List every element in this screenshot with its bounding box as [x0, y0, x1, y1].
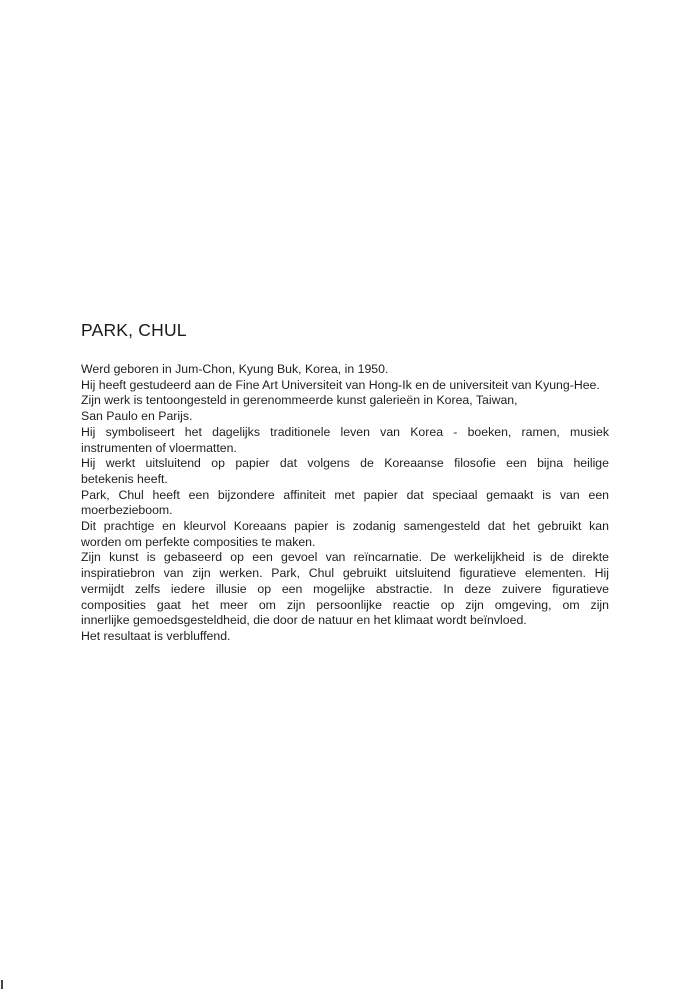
text-line: San Paulo en Parijs. — [81, 409, 193, 424]
text-line: composities gaat het meer om zijn persoonlijke reactie op zijn omgeving, om zijn — [81, 597, 609, 612]
text-line: Zijn werk is tentoongesteld in gerenommeerde kunst galerieën in Korea, Taiwan, — [81, 393, 518, 408]
text-line: betekenis heeft. — [81, 471, 168, 486]
text-line: moerbezieboom. — [81, 503, 173, 518]
biography-text — [81, 362, 609, 645]
text-line: Het resultaat is verbluffend. — [81, 628, 231, 643]
text-line: innerlijke gemoedsgesteldheid, die door de natuur en het klimaat wordt beïnvloed. — [81, 613, 527, 628]
text-line: instrumenten of vloermatten. — [81, 440, 237, 455]
text-line: Park, Chul heeft een bijzondere affiniteit met papier dat speciaal gemaakt is van een — [81, 487, 609, 502]
text-line: Zijn kunst is gebaseerd op een gevoel van reïncarnatie. De werkelijkheid is de direkte — [81, 550, 609, 565]
text-line: vermijdt zelfs iedere illusie op een mogelijke abstractie. In deze zuivere figuratieve — [81, 581, 609, 596]
page-title: PARK, CHUL — [81, 320, 187, 340]
text-line: worden om perfekte composities te maken. — [81, 534, 316, 549]
text-line: Hij werkt uitsluitend op papier dat volgens de Koreaanse filosofie een bijna heilige — [81, 456, 609, 471]
text-line: Hij symboliseert het dagelijks traditionele leven van Korea - boeken, ramen, musiek — [81, 424, 609, 439]
text-line: Werd geboren in Jum-Chon, Kyung Buk, Korea, in 1950. — [81, 362, 389, 376]
text-line: inspiratiebron van zijn werken. Park, Chul gebruikt uitsluitend figuratieve elementen. Hij — [81, 566, 609, 581]
scan-edge-mark — [1, 980, 3, 989]
text-line: Dit prachtige en kleurvol Koreaans papier is zodanig samengesteld dat het gebruikt kan — [81, 519, 609, 534]
text-line: Hij heeft gestudeerd aan de Fine Art Universiteit van Hong-Ik en de universiteit van Kyung-Hee. — [81, 377, 600, 392]
